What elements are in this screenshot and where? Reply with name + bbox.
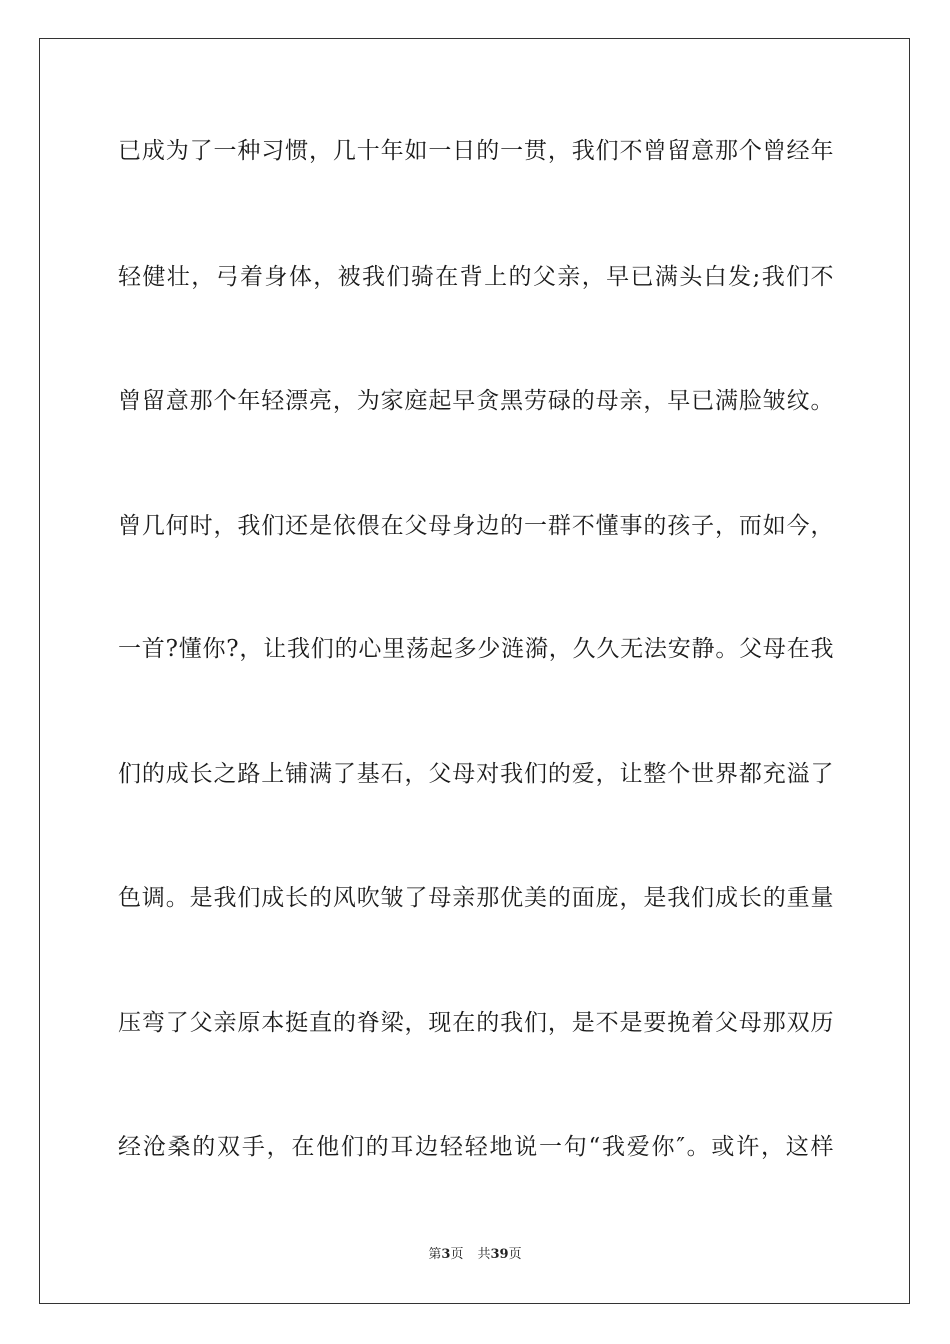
body-text-line-4: 曾几何时，我们还是依偎在父母身边的一群不懂事的孩子，而如今， (118, 513, 834, 539)
total-suffix: 页 (508, 1247, 522, 1262)
body-text-line-3: 曾留意那个年轻漂亮，为家庭起早贪黑劳碌的母亲，早已满脸皱纹。 (118, 388, 834, 414)
page-border (39, 38, 910, 1304)
page-footer (0, 1246, 950, 1264)
page-prefix: 第 (428, 1247, 442, 1262)
body-text-line-1: 已成为了一种习惯，几十年如一日的一贯，我们不曾留意那个曾经年 (118, 138, 834, 164)
body-text-line-9: 经沧桑的双手，在他们的耳边轻轻地说一句“我爱你″。或许，这样 (118, 1134, 834, 1160)
total-pages: 39 (490, 1247, 509, 1262)
page-number: 3 (441, 1247, 451, 1262)
body-text-line-2: 轻健壮，弓着身体，被我们骑在背上的父亲，早已满头白发;我们不 (118, 264, 834, 290)
body-text-line-5: 一首?懂你?，让我们的心里荡起多少涟漪，久久无法安静。父母在我 (118, 636, 834, 662)
page-suffix: 页 (450, 1247, 464, 1262)
body-text-line-8: 压弯了父亲原本挺直的脊梁，现在的我们，是不是要挽着父母那双历 (118, 1010, 834, 1036)
body-text-line-7: 色调。是我们成长的风吹皱了母亲那优美的面庞，是我们成长的重量 (118, 885, 834, 911)
total-prefix: 共 (477, 1247, 491, 1262)
body-text-line-6: 们的成长之路上铺满了基石，父母对我们的爱，让整个世界都充溢了 (118, 761, 834, 787)
